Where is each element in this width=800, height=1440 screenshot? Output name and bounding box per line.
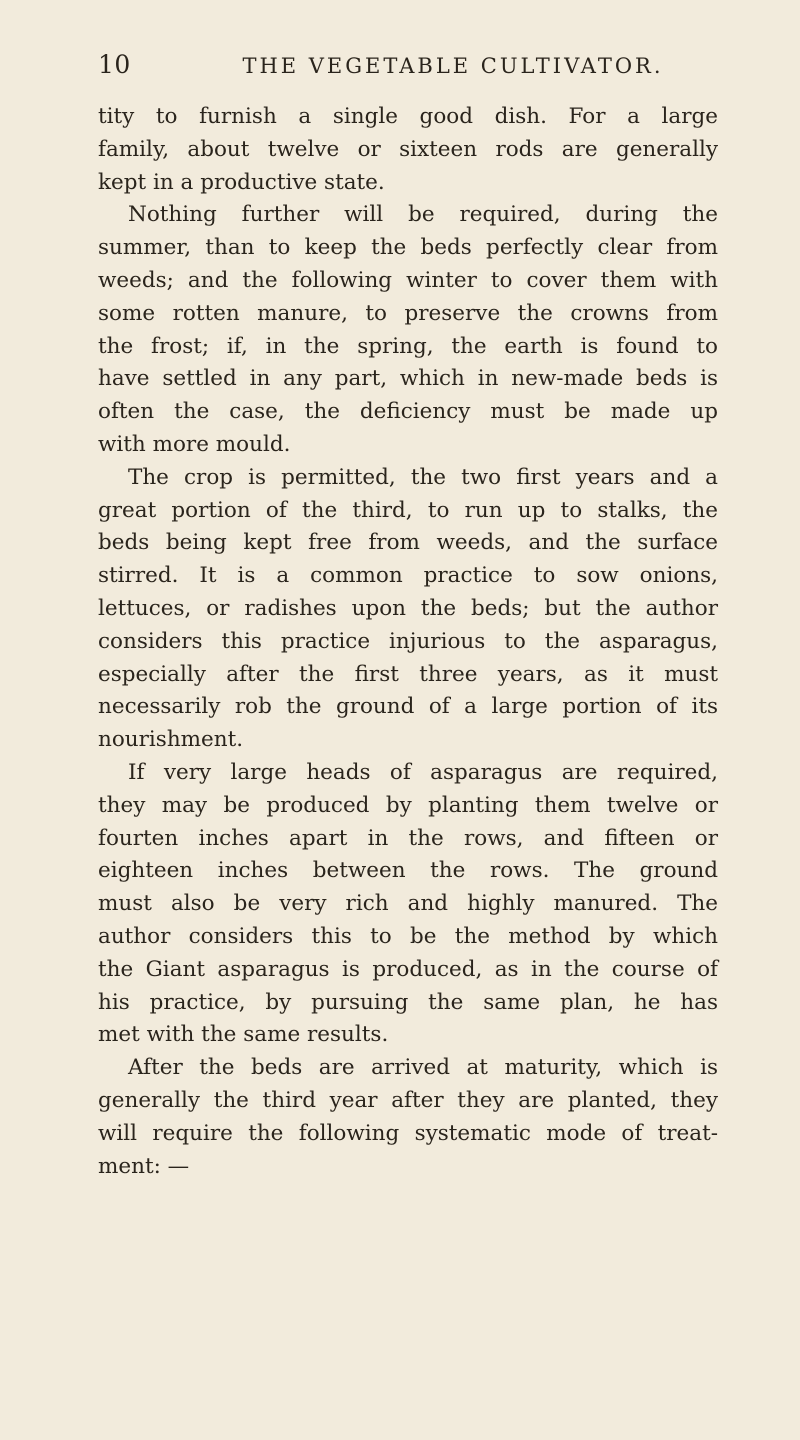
text-line: great portion of the third, to run up to stalks, the [98,497,718,523]
text-line: stirred. It is a common practice to sow onions, [98,563,718,589]
text-line: family, about twelve or sixteen rods are generally [98,136,718,162]
text-line: If very large heads of asparagus are required, [128,759,718,785]
text-line: especially after the first three years, as it must [98,661,718,687]
text-line: the frost; if, in the spring, the earth is found to [98,333,718,359]
text-line: they may be produced by planting them twelve or [98,792,718,818]
text-line: nourishment. [98,727,244,753]
text-line: some rotten manure, to preserve the crowns from [98,300,718,326]
text-line: with more mould. [98,431,291,457]
text-line: beds being kept free from weeds, and the surface [98,530,718,556]
paragraph [98,757,718,1052]
body-text [98,101,718,1183]
paragraph [98,199,718,461]
text-line: have settled in any part, which in new-made beds is [98,366,718,392]
text-line: his practice, by pursuing the same plan, he has [98,989,718,1015]
text-line: eighteen inches between the rows. The ground [98,858,718,884]
text-line: author considers this to be the method by which [98,923,718,949]
page-header [98,50,718,90]
text-line: will require the following systematic mode of treat- [98,1120,718,1146]
text-line: the Giant asparagus is produced, as in the course of [98,956,718,982]
text-line: kept in a productive state. [98,169,385,195]
text-line: ment: — [98,1153,190,1179]
text-line: summer, than to keep the beds perfectly clear from [98,235,718,261]
text-line: lettuces, or radishes upon the beds; but the author [98,595,718,621]
text-line: After the beds are arrived at maturity, which is [128,1055,718,1081]
text-line: weeds; and the following winter to cover them with [98,267,718,293]
text-line: Nothing further will be required, during the [128,202,718,228]
paragraph [98,462,718,757]
text-line: necessarily rob the ground of a large portion of its [98,694,718,720]
text-line: often the case, the deficiency must be made up [98,399,718,425]
text-line: fourten inches apart in the rows, and fifteen or [98,825,718,851]
text-line: must also be very rich and highly manured. The [98,891,718,917]
paragraph [98,101,718,199]
text-line: The crop is permitted, the two first years and a [128,464,718,490]
text-line: met with the same results. [98,1022,389,1048]
running-head: THE VEGETABLE CULTIVATOR. [242,54,664,78]
paragraph [98,1052,718,1183]
text-line: tity to furnish a single good dish. For a large [98,104,718,129]
text-line: considers this practice injurious to the asparagus, [98,628,718,654]
page-number: 10 [98,50,131,79]
text-line: generally the third year after they are planted, they [98,1087,718,1113]
